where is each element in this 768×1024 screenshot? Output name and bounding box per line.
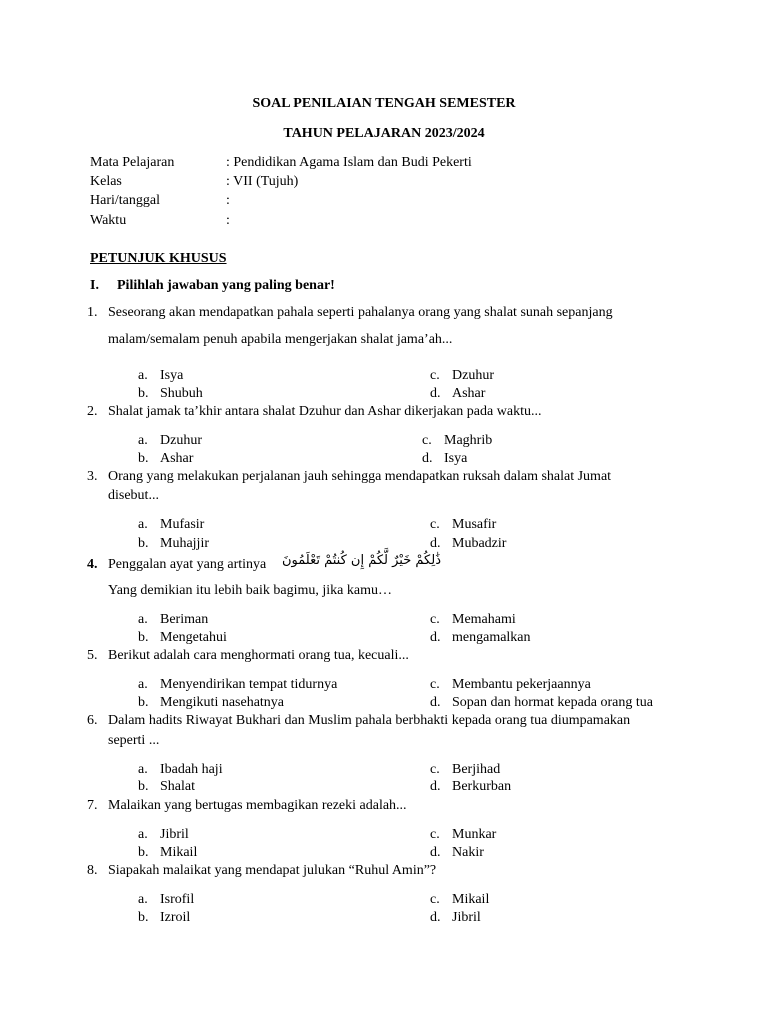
option-text: Shubuh [160, 386, 203, 401]
option-letter: c. [430, 892, 440, 907]
question-number: 8. [87, 863, 98, 878]
option-letter: c. [430, 368, 440, 383]
option-text: Munkar [452, 827, 497, 842]
question-number: 3. [87, 469, 98, 484]
option-letter: b. [138, 845, 149, 860]
option-letter: d. [430, 386, 441, 401]
option-text: Musafir [452, 517, 497, 532]
info-value-time: : [226, 213, 230, 228]
question-text: Orang yang melakukan perjalanan jauh sehingga mendapatkan ruksah dalam shalat Jumat [108, 469, 612, 484]
option-text: mengamalkan [452, 630, 531, 645]
question-text: Dalam hadits Riwayat Bukhari dan Muslim pahala berbhakti kepada orang tua diumpamakan [108, 713, 631, 728]
option-letter: a. [138, 677, 148, 692]
question-text: Berikut adalah cara menghormati orang tua, kecuali... [108, 648, 409, 663]
option-text: Mengetahui [160, 630, 227, 645]
document-title: SOAL PENILAIAN TENGAH SEMESTER [252, 96, 516, 111]
option-text: Memahami [452, 612, 516, 627]
question-number: 4. [87, 557, 98, 572]
option-text: Jibril [452, 910, 481, 925]
option-letter: b. [138, 695, 149, 710]
question-text: Malaikan yang bertugas membagikan rezeki adalah... [108, 798, 407, 813]
arabic-verse: ذَٰلِكُمْ خَيْرٌ لَّكُمْ إِن كُنتُمْ تَعْلَمُونَ [282, 553, 441, 568]
option-letter: a. [138, 612, 148, 627]
option-letter: a. [138, 517, 148, 532]
option-letter: b. [138, 536, 149, 551]
option-text: Membantu pekerjaannya [452, 677, 591, 692]
option-letter: a. [138, 368, 148, 383]
option-text: Mufasir [160, 517, 205, 532]
option-letter: a. [138, 827, 148, 842]
option-text: Ashar [452, 386, 486, 401]
option-text: Dzuhur [160, 433, 202, 448]
option-text: Beriman [160, 612, 209, 627]
option-text: Maghrib [444, 433, 493, 448]
question-number: 1. [87, 305, 98, 320]
option-text: Ibadah haji [160, 762, 223, 777]
question-number: 6. [87, 713, 98, 728]
info-label-subject: Mata Pelajaran [90, 155, 175, 170]
question-text: seperti ... [108, 733, 160, 748]
option-letter: b. [138, 386, 149, 401]
question-text: Seseorang akan mendapatkan pahala seperti pahalanya orang yang shalat sunah sepanjang [108, 305, 613, 320]
academic-year: TAHUN PELAJARAN 2023/2024 [283, 126, 485, 141]
option-text: Muhajjir [160, 536, 209, 551]
option-text: Isya [444, 451, 468, 466]
info-label-date: Hari/tanggal [90, 193, 160, 208]
question-text: disebut... [108, 488, 159, 503]
section-instruction: Pilihlah jawaban yang paling benar! [117, 278, 335, 293]
option-text: Mubadzir [452, 536, 507, 551]
option-text: Ashar [160, 451, 194, 466]
option-letter: c. [422, 433, 432, 448]
question-number: 5. [87, 648, 98, 663]
question-text: Shalat jamak ta’khir antara shalat Dzuhur dan Ashar dikerjakan pada waktu... [108, 404, 542, 419]
option-letter: a. [138, 762, 148, 777]
option-letter: d. [430, 695, 441, 710]
option-letter: c. [430, 612, 440, 627]
option-letter: d. [430, 779, 441, 794]
option-letter: b. [138, 630, 149, 645]
option-letter: c. [430, 677, 440, 692]
info-value-class: : VII (Tujuh) [226, 174, 299, 189]
option-letter: d. [430, 845, 441, 860]
question-number: 2. [87, 404, 98, 419]
question-text: Siapakah malaikat yang mendapat julukan “Ruhul Amin”? [108, 863, 437, 878]
question-text: malam/semalam penuh apabila mengerjakan shalat jama’ah... [108, 332, 453, 347]
option-text: Jibril [160, 827, 189, 842]
option-letter: d. [430, 630, 441, 645]
info-label-time: Waktu [90, 213, 127, 228]
option-letter: a. [138, 892, 148, 907]
option-letter: c. [430, 517, 440, 532]
info-label-class: Kelas [90, 174, 122, 189]
option-text: Mengikuti nasehatnya [160, 695, 285, 710]
option-text: Berkurban [452, 779, 512, 794]
option-text: Shalat [160, 779, 195, 794]
question-number: 7. [87, 798, 98, 813]
question-text: Penggalan ayat yang artinya [108, 557, 267, 572]
option-text: Isrofil [160, 892, 195, 907]
option-letter: d. [422, 451, 433, 466]
section-number: I. [90, 278, 99, 293]
option-letter: c. [430, 762, 440, 777]
option-letter: b. [138, 779, 149, 794]
option-letter: b. [138, 451, 149, 466]
instructions-heading: PETUNJUK KHUSUS [90, 251, 227, 266]
option-text: Sopan dan hormat kepada orang tua [452, 695, 653, 710]
option-text: Nakir [452, 845, 484, 860]
option-letter: d. [430, 910, 441, 925]
option-letter: a. [138, 433, 148, 448]
info-value-subject: : Pendidikan Agama Islam dan Budi Pekerti [226, 155, 472, 170]
option-text: Menyendirikan tempat tidurnya [160, 677, 338, 692]
option-text: Dzuhur [452, 368, 494, 383]
option-text: Mikail [452, 892, 490, 907]
option-letter: c. [430, 827, 440, 842]
option-text: Berjihad [452, 762, 501, 777]
option-letter: d. [430, 536, 441, 551]
option-text: Izroil [160, 910, 191, 925]
info-value-date: : [226, 193, 230, 208]
option-text: Mikail [160, 845, 198, 860]
option-letter: b. [138, 910, 149, 925]
question-text: Yang demikian itu lebih baik bagimu, jika kamu… [108, 583, 392, 598]
option-text: Isya [160, 368, 184, 383]
